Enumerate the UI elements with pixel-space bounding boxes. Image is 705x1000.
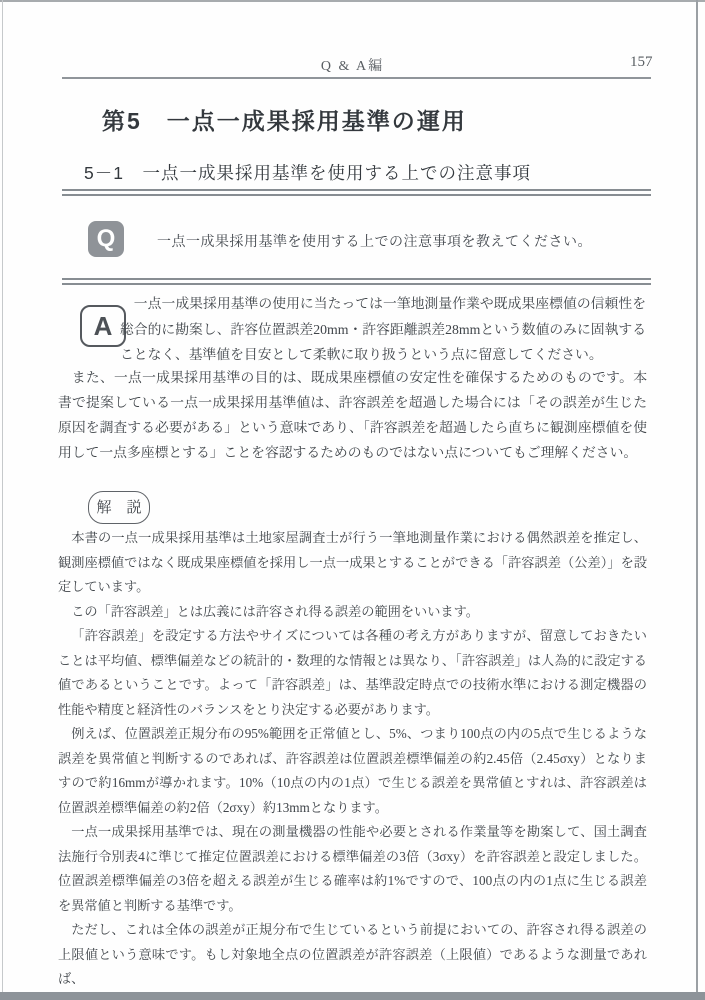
answer-double-rule	[62, 278, 651, 285]
explanation-paragraph-2: この「許容誤差」とは広義には許容され得る誤差の範囲をいいます。	[71, 603, 479, 619]
page-edge-bottom	[0, 992, 705, 1000]
explanation-body	[58, 526, 647, 992]
page-edge-right	[696, 0, 698, 1000]
question-badge	[88, 221, 124, 257]
question-badge-label: Q	[96, 225, 116, 252]
header-rule	[62, 77, 651, 79]
answer-paragraph-1: 一点一成果採用基準の使用に当たっては一筆地測量作業や既成果座標値の信頼性を総合的に勘案し、許容位置誤差20mm・許容距離誤差28mmという数値のみに固執することなく、基準値を目安として柔軟に取り扱うという点に留意してください。	[120, 296, 646, 362]
explanation-paragraph-6: ただし、これは全体の誤差が正規分布で生じているという前提においての、許容され得る誤差の上限値という意味です。もし対象地全点の位置誤差が許容誤差（上限値）であるような測量であれば、	[58, 922, 647, 986]
page-edge-left	[2, 0, 3, 1000]
explanation-badge	[88, 491, 150, 524]
explanation-paragraph-4: 例えば、位置誤差正規分布の95%範囲を正常値とし、5%、つまり100点の内の5点で生じるような誤差を異常値と判断するのであれば、許容誤差は位置誤差標準偏差の約2.45倍（2.45σxy）となりますので約16mmが導かれます。10%（10点の内の1点）で生じる誤差を異常値とすれは、許容誤差は位置誤差標準偏差の約2倍（2σxy）約13mmとなります。	[58, 726, 647, 815]
explanation-paragraph-5: 一点一成果採用基準では、現在の測量機器の性能や必要とされる作業量等を勘案して、国土調査法施行令別表4に準じて推定位置誤差における標準偏差の3倍（3σxy）を許容誤差と設定しました。位置誤差標準偏差の3倍を超える誤差が生じる確率は約1%ですので、100点の内の1点に生じる誤差を異常値と判断する基準です。	[58, 824, 647, 913]
question-text: 一点一成果採用基準を使用する上での注意事項を教えてください。	[157, 233, 592, 249]
explanation-paragraph-3: 「許容誤差」を設定する方法やサイズについては各種の考え方がありますが、留意しておきたいことは平均値、標準偏差などの統計的・数理的な情報とは異なり、「許容誤差」は人為的に設定する値であるということです。よって「許容誤差」は、基準設定時点での技術水準における測定機器の性能や精度と経済性のバランスをとり決定する必要があります。	[58, 628, 647, 717]
answer-paragraph-2: また、一点一成果採用基準の目的は、既成果座標値の安定性を確保するためのものです。本書で提案している一点一成果採用基準値は、許容誤差を超過した場合には「その誤差が生じた原因を調査する必要がある」という意味であり、「許容誤差を超過したら直ちに観測座標値を使用して一点多座標とする」ことを容認するためのものではない点についてもご理解ください。	[58, 370, 647, 460]
answer-badge-label: A	[93, 311, 113, 341]
explanation-paragraph-1: 本書の一点一成果採用基準は土地家屋調査士が行う一筆地測量作業における偶然誤差を推定し、観測座標値ではなく既成果座標値を採用し一点一成果とすることができる「許容誤差（公差）」を設定しています。	[58, 530, 647, 594]
page-edge-top	[0, 0, 705, 2]
page-number: 157	[630, 54, 653, 70]
section-double-rule	[62, 189, 651, 196]
explanation-badge-label: 解 説	[96, 499, 142, 516]
chapter-title: 第5 一点一成果採用基準の運用	[102, 108, 467, 134]
section-title: 5－1 一点一成果採用基準を使用する上での注意事項	[84, 163, 531, 183]
running-head: Q & A編	[320, 59, 385, 74]
